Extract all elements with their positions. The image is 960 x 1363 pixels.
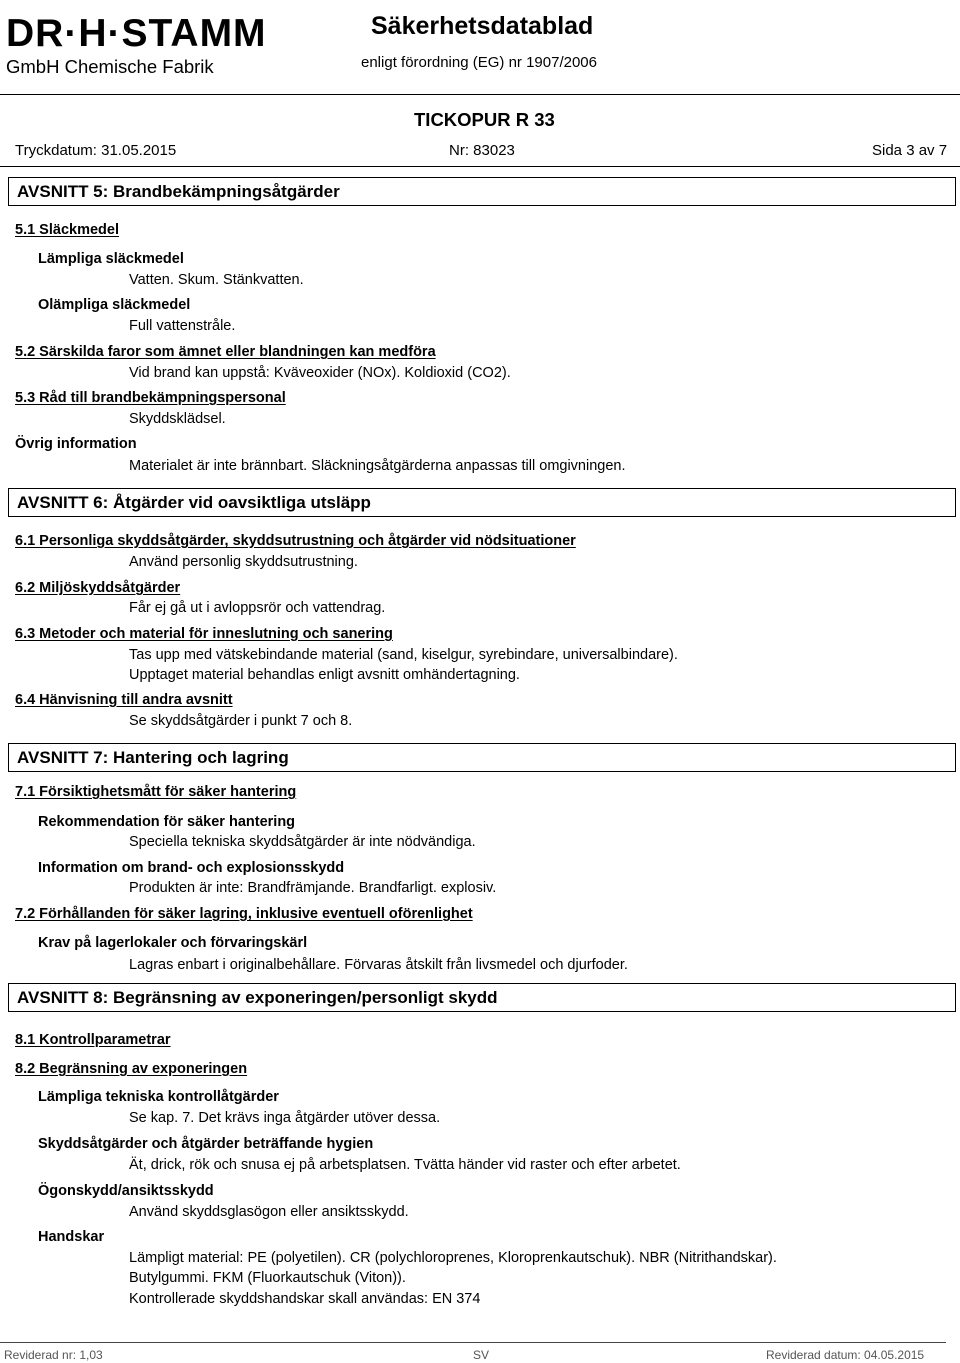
subsection-6-1: 6.1 Personliga skyddsåtgärder, skyddsutrustning och åtgärder vid nödsituationer xyxy=(15,533,576,549)
regulation-text: enligt förordning (EG) nr 1907/2006 xyxy=(361,54,597,71)
subsection-6-3: 6.3 Metoder och material för inneslutning och sanering xyxy=(15,626,393,642)
section-5-heading: AVSNITT 5: Brandbekämpningsåtgärder xyxy=(8,177,956,206)
eye-protection-label: Ögonskydd/ansiktsskydd xyxy=(38,1183,214,1199)
language-code: SV xyxy=(473,1348,490,1362)
fire-protection-text: Produkten är inte: Brandfrämjande. Brandfarligt. explosiv. xyxy=(129,880,497,896)
subsection-6-4: 6.4 Hänvisning till andra avsnitt xyxy=(15,692,233,708)
subsection-5-2: 5.2 Särskilda faror som ämnet eller blandningen kan medföra xyxy=(15,344,436,360)
company-subtitle: GmbH Chemische Fabrik xyxy=(6,56,214,77)
subsection-7-1: 7.1 Försiktighetsmått för säker hantering xyxy=(15,784,297,800)
eye-protection-text: Använd skyddsglasögon eller ansiktsskydd. xyxy=(129,1204,409,1220)
revision-date: Reviderad datum: 04.05.2015 xyxy=(766,1348,925,1362)
other-information-label: Övrig information xyxy=(15,436,137,452)
page-number: Sida 3 av 7 xyxy=(872,142,948,159)
engineering-controls-text: Se kap. 7. Det krävs inga åtgärder utöver dessa. xyxy=(129,1110,441,1126)
hygiene-measures-text: Ät, drick, rök och snusa ej på arbetsplatsen. Tvätta händer vid raster och efter arbetet. xyxy=(129,1157,681,1173)
gloves-label: Handskar xyxy=(38,1229,105,1245)
reference-text: Se skyddsåtgärder i punkt 7 och 8. xyxy=(129,713,353,729)
document-title: Säkerhetsdatablad xyxy=(371,12,594,40)
firefighter-advice-text: Skyddsklädsel. xyxy=(129,411,226,427)
print-date: Tryckdatum: 31.05.2015 xyxy=(15,142,177,159)
header-divider xyxy=(0,94,960,95)
subsection-5-3: 5.3 Råd till brandbekämpningspersonal xyxy=(15,390,286,406)
document-number: Nr: 83023 xyxy=(449,142,515,159)
storage-requirements-label: Krav på lagerlokaler och förvaringskärl xyxy=(38,935,308,951)
meta-divider xyxy=(0,166,960,167)
containment-text-2: Upptaget material behandlas enligt avsnitt omhändertagning. xyxy=(129,667,520,683)
unsuitable-extinguishing-text: Full vattenstråle. xyxy=(129,318,236,334)
section-7-heading: AVSNITT 7: Hantering och lagring xyxy=(8,743,956,772)
subsection-8-2: 8.2 Begränsning av exponeringen xyxy=(15,1061,248,1077)
subsection-8-1: 8.1 Kontrollparametrar xyxy=(15,1032,171,1048)
product-name: TICKOPUR R 33 xyxy=(414,109,555,130)
personal-precautions-text: Använd personlig skyddsutrustning. xyxy=(129,554,358,570)
unsuitable-extinguishing-label: Olämpliga släckmedel xyxy=(38,297,191,313)
storage-requirements-text: Lagras enbart i originalbehållare. Förvaras åtskilt från livsmedel och djurfoder. xyxy=(129,957,628,973)
other-information-text: Materialet är inte brännbart. Släckningsåtgärderna anpassas till omgivningen. xyxy=(129,458,626,474)
section-8-heading: AVSNITT 8: Begränsning av exponeringen/personligt skydd xyxy=(8,983,956,1012)
hygiene-measures-label: Skyddsåtgärder och åtgärder beträffande hygien xyxy=(38,1136,374,1152)
engineering-controls-label: Lämpliga tekniska kontrollåtgärder xyxy=(38,1089,279,1105)
suitable-extinguishing-text: Vatten. Skum. Stänkvatten. xyxy=(129,272,304,288)
gloves-text-2: Butylgummi. FKM (Fluorkautschuk (Viton)). xyxy=(129,1270,406,1286)
safe-handling-label: Rekommendation för säker hantering xyxy=(38,814,296,830)
company-logo: DR·H·STAMM xyxy=(6,12,267,55)
special-hazards-text: Vid brand kan uppstå: Kväveoxider (NOx). Koldioxid (CO2). xyxy=(129,365,511,381)
section-6-heading: AVSNITT 6: Åtgärder vid oavsiktliga utsläpp xyxy=(8,488,956,517)
gloves-text-3: Kontrollerade skyddshandskar skall användas: EN 374 xyxy=(129,1291,481,1307)
revision-number: Reviderad nr: 1,03 xyxy=(4,1348,103,1362)
footer-divider xyxy=(0,1342,946,1343)
subsection-7-2: 7.2 Förhållanden för säker lagring, inklusive eventuell oförenlighet xyxy=(15,906,473,922)
subsection-5-1: 5.1 Släckmedel xyxy=(15,222,119,238)
environmental-precautions-text: Får ej gå ut i avloppsrör och vattendrag. xyxy=(129,600,386,616)
gloves-text-1: Lämpligt material: PE (polyetilen). CR (polychloroprenes, Kloroprenkautschuk). NBR (Nitrithandskar). xyxy=(129,1250,777,1266)
fire-protection-label: Information om brand- och explosionsskydd xyxy=(38,860,345,876)
subsection-6-2: 6.2 Miljöskyddsåtgärder xyxy=(15,580,181,596)
containment-text-1: Tas upp med vätskebindande material (sand, kiselgur, syrebindare, universalbindare). xyxy=(129,647,678,663)
safe-handling-text: Speciella tekniska skyddsåtgärder är inte nödvändiga. xyxy=(129,834,476,850)
suitable-extinguishing-label: Lämpliga släckmedel xyxy=(38,251,184,267)
